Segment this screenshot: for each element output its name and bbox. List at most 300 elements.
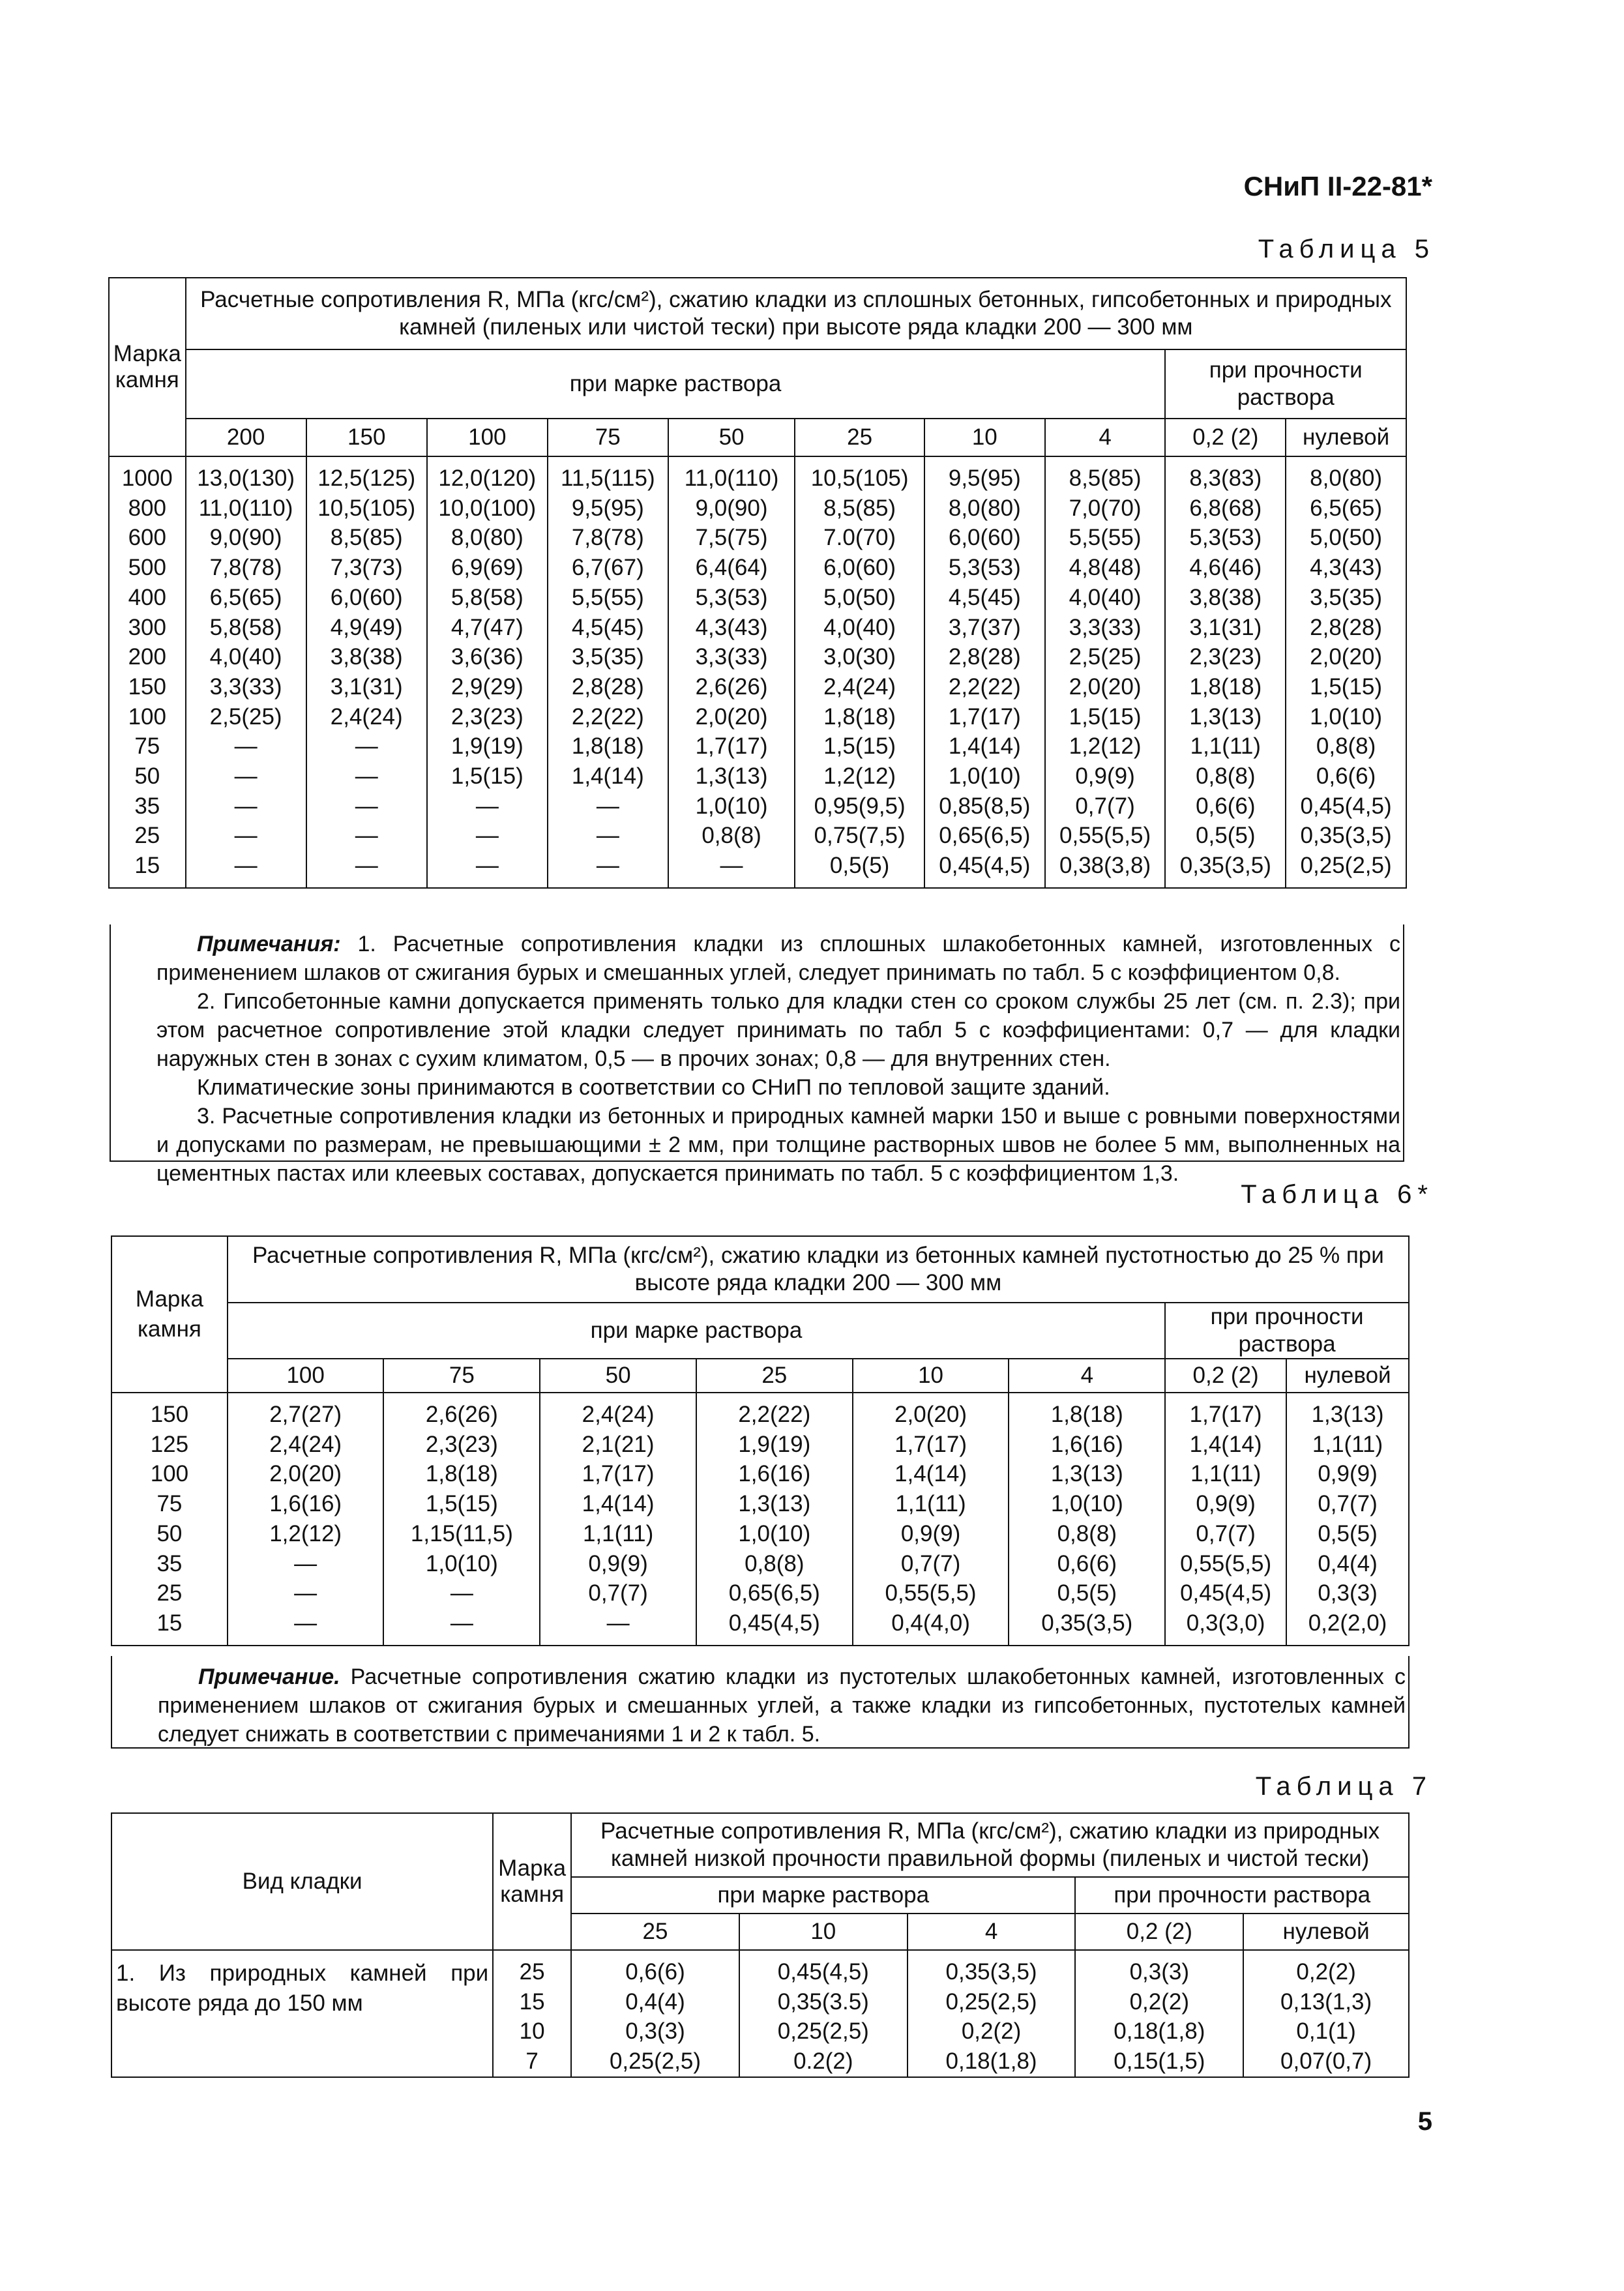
table6-row xyxy=(111,1459,1409,1489)
table5-cell: 11,0(110) xyxy=(668,456,795,494)
table6-cell: 1,1(11) xyxy=(1165,1459,1286,1489)
table5-cell: 3,8(38) xyxy=(1165,583,1286,613)
table6-cell: 0,45(4,5) xyxy=(696,1608,853,1646)
table6-cell: 0,8(8) xyxy=(1009,1519,1165,1549)
table5-cell: 6,0(60) xyxy=(795,553,924,583)
table5-cell: 4,5(45) xyxy=(548,613,668,643)
table5-body xyxy=(109,456,1406,888)
table5-row xyxy=(109,672,1406,702)
table6-cell: 1,2(12) xyxy=(228,1519,384,1549)
table5-row xyxy=(109,523,1406,553)
table7-kind-cell: 1. Из природных камней при высоте ряда до 150 мм xyxy=(111,1950,493,2077)
table7-caption: Таблица 7 xyxy=(1255,1772,1432,1801)
table5-stone-grade: 15 xyxy=(109,851,186,888)
table5-cell: — xyxy=(427,821,548,851)
table5-cell: 5,0(50) xyxy=(795,583,924,613)
table5-row xyxy=(109,553,1406,583)
table5-cell: 6,4(64) xyxy=(668,553,795,583)
table7-cell: 0,2(2) xyxy=(1075,1987,1243,2017)
table5-cell: — xyxy=(427,851,548,888)
table5-note-3: 3. Расчетные сопротивления кладки из бетонных и природных камней марки 150 и выше с ровными поверхностями и допусками по размерам, не превышающими ± 2 мм, при толщине растворных швов не более 5 мм, выполненных на цементных пастах или клеевых составах, допускается принимать по табл. 5 с коэффициентом 1,3. xyxy=(156,1104,1400,1186)
table5-cell: 3,8(38) xyxy=(306,642,427,672)
table5-stub-header: Марка камня xyxy=(109,278,186,456)
table7-cell: 0,35(3,5) xyxy=(908,1950,1076,1987)
table7-cell: 0,18(1,8) xyxy=(908,2047,1076,2077)
table7-stone-grade: 25 xyxy=(493,1950,571,1987)
table5-cell: 12,5(125) xyxy=(306,456,427,494)
table5-col-header: 0,2 (2) xyxy=(1165,419,1286,456)
table5-cell: 8,5(85) xyxy=(795,494,924,524)
table6-row xyxy=(111,1519,1409,1549)
table5-cell: 5,0(50) xyxy=(1310,525,1383,551)
table5-cell: — xyxy=(186,761,306,791)
table6-cell: 2,7(27) xyxy=(228,1393,384,1430)
table5-cell: 4,8(48) xyxy=(1045,553,1166,583)
table5-cell: 2,9(29) xyxy=(427,672,548,702)
table6-cell: 2,0(20) xyxy=(853,1393,1009,1430)
table6-stone-grade: 100 xyxy=(111,1459,228,1489)
table5 xyxy=(108,277,1407,889)
table5-cell: 3,1(31) xyxy=(1165,613,1286,643)
table5-stone-grade: 400 xyxy=(109,583,186,613)
table5-cell: 7,8(78) xyxy=(186,553,306,583)
table6-col-header: 25 xyxy=(696,1359,853,1393)
table7-stone-grade: 7 xyxy=(493,2047,571,2077)
table5-cell: 2,8(28) xyxy=(1310,614,1383,640)
table5-cell: 9,0(90) xyxy=(668,494,795,524)
table5-note-1: 1. Расчетные сопротивления кладки из сплошных шлакобетонных камней, изготовленных с применением шлаков от сжигания бурых и смешанных углей, следует принимать по табл. 5 с коэффициентом 0,8. xyxy=(156,932,1400,985)
table5-col-header: 50 xyxy=(668,419,795,456)
table6-cell: 0,35(3,5) xyxy=(1009,1608,1165,1646)
table5-cell: 1,5(15) xyxy=(1045,702,1166,732)
table7-col-header: нулевой xyxy=(1243,1914,1409,1950)
table6-cell: 1,5(15) xyxy=(383,1489,540,1519)
table5-cell: 1,8(18) xyxy=(548,732,668,761)
table5-cell: 10,0(100) xyxy=(427,494,548,524)
table5-cell: 0,8(8) xyxy=(1316,733,1376,760)
table5-cell: 1,3(13) xyxy=(1165,702,1286,732)
table7-kind-header: Вид кладки xyxy=(111,1813,493,1950)
table7-cell: 0.2(2) xyxy=(739,2047,908,2077)
table5-cell: — xyxy=(306,851,427,888)
table6-col-header: 75 xyxy=(383,1359,540,1393)
table5-cell: — xyxy=(306,732,427,761)
table7-body xyxy=(111,1950,1409,2077)
table5-cell: 5,8(58) xyxy=(427,583,548,613)
table6-cell: 2,1(21) xyxy=(540,1430,696,1460)
table5-col-header: 10 xyxy=(924,419,1045,456)
table6-row xyxy=(111,1549,1409,1579)
table5-cell: 2,4(24) xyxy=(306,702,427,732)
table6-cell: 0,9(9) xyxy=(1318,1461,1378,1487)
table5-row xyxy=(109,821,1406,851)
table5-cell: 0,45(4,5) xyxy=(924,851,1045,888)
table5-cell: 10,5(105) xyxy=(795,456,924,494)
table7-row xyxy=(111,1950,1409,1987)
table6-row xyxy=(111,1578,1409,1608)
table6-cell: 1,7(17) xyxy=(1165,1393,1286,1430)
table5-cell: 11,5(115) xyxy=(548,456,668,494)
table6-cell: 0,55(5,5) xyxy=(1165,1549,1286,1579)
table5-cell: 4,3(43) xyxy=(1310,555,1383,581)
table7-col-header: 10 xyxy=(739,1914,908,1950)
table6-cell: — xyxy=(228,1549,384,1579)
table5-cell: 7,8(78) xyxy=(548,523,668,553)
table5-cell: 0,6(6) xyxy=(1316,763,1376,790)
table5-cell: 3,5(35) xyxy=(1310,584,1383,610)
table6-cell: 0,4(4,0) xyxy=(853,1608,1009,1646)
table5-cell: 10,5(105) xyxy=(306,494,427,524)
table5-cell: 0,55(5,5) xyxy=(1045,821,1166,851)
table7-cell: 0,25(2,5) xyxy=(739,2017,908,2047)
table6-row xyxy=(111,1608,1409,1646)
table6-cell: — xyxy=(383,1578,540,1608)
table6-row xyxy=(111,1393,1409,1430)
table5-cell: — xyxy=(306,761,427,791)
table6-column-headers xyxy=(111,1359,1409,1393)
table5-cell: 2,5(25) xyxy=(1045,642,1166,672)
table6-cell: 2,4(24) xyxy=(540,1393,696,1430)
table6-stub-header: Марка камня xyxy=(111,1236,228,1393)
table5-cell: 9,5(95) xyxy=(548,494,668,524)
table5-row xyxy=(109,732,1406,761)
table5-cell: 3,3(33) xyxy=(668,642,795,672)
table6-cell: 0,7(7) xyxy=(853,1549,1009,1579)
table5-cell: 6,9(69) xyxy=(427,553,548,583)
table5-cell: 5,3(53) xyxy=(1165,523,1286,553)
table6-cell: 1,0(10) xyxy=(1009,1489,1165,1519)
table7-cell: 0,6(6) xyxy=(571,1950,739,1987)
table6-group-strength: при прочности раствора xyxy=(1165,1303,1409,1359)
table7-cell: 0,13(1,3) xyxy=(1280,1988,1372,2015)
table6-col-header: 10 xyxy=(853,1359,1009,1393)
table5-stone-grade: 25 xyxy=(109,821,186,851)
table6 xyxy=(111,1235,1410,1646)
table5-cell: 3,1(31) xyxy=(306,672,427,702)
table5-cell: 1,4(14) xyxy=(548,761,668,791)
table6-cell: 1,7(17) xyxy=(540,1459,696,1489)
table7-col-header: 25 xyxy=(571,1914,739,1950)
table7-col-header: 0,2 (2) xyxy=(1075,1914,1243,1950)
table5-cell: 3,6(36) xyxy=(427,642,548,672)
table5-cell: 2,2(22) xyxy=(548,702,668,732)
table5-stone-grade: 50 xyxy=(109,761,186,791)
table6-cell: 0,2(2,0) xyxy=(1308,1610,1387,1636)
table5-cell: — xyxy=(548,791,668,821)
table5-cell: 6,0(60) xyxy=(306,583,427,613)
table5-row xyxy=(109,494,1406,524)
table7 xyxy=(111,1812,1410,2078)
table5-cell: 2,5(25) xyxy=(186,702,306,732)
table5-cell: 1,0(10) xyxy=(924,761,1045,791)
table6-notes xyxy=(111,1656,1410,1749)
table5-cell: 3,5(35) xyxy=(548,642,668,672)
table6-cell: 1,6(16) xyxy=(1009,1430,1165,1460)
table5-row xyxy=(109,702,1406,732)
table5-cell: — xyxy=(427,791,548,821)
table6-cell: 1,6(16) xyxy=(228,1489,384,1519)
table6-cell: 1,4(14) xyxy=(853,1459,1009,1489)
table7-group-mortar: при марке раствора xyxy=(571,1877,1075,1914)
table5-stone-grade: 200 xyxy=(109,642,186,672)
table5-cell: 4,0(40) xyxy=(795,613,924,643)
table6-cell: 0,5(5) xyxy=(1009,1578,1165,1608)
table5-cell: 8,5(85) xyxy=(306,523,427,553)
table6-cell: 1,1(11) xyxy=(540,1519,696,1549)
table5-cell: 9,0(90) xyxy=(186,523,306,553)
table5-cell: 0,85(8,5) xyxy=(924,791,1045,821)
table5-column-headers xyxy=(109,419,1406,456)
table5-cell: 5,5(55) xyxy=(548,583,668,613)
document-code: СНиП II-22-81* xyxy=(1243,171,1432,201)
table5-row xyxy=(109,642,1406,672)
table5-cell: 1,3(13) xyxy=(668,761,795,791)
table5-cell: 8,5(85) xyxy=(1045,456,1166,494)
table5-cell: 2,4(24) xyxy=(795,672,924,702)
table7-cell: 0,25(2,5) xyxy=(571,2047,739,2077)
table5-cell: 2,2(22) xyxy=(924,672,1045,702)
table6-cell: 1,9(19) xyxy=(696,1430,853,1460)
table7-cell: 0,2(2) xyxy=(1296,1959,1356,1985)
table5-cell: 1,5(15) xyxy=(1310,673,1383,700)
table7-cell: 0,45(4,5) xyxy=(739,1950,908,1987)
table5-row xyxy=(109,583,1406,613)
table5-stone-grade: 800 xyxy=(109,494,186,524)
table5-row xyxy=(109,851,1406,888)
table7-cell: 0,1(1) xyxy=(1296,2018,1356,2045)
table7-cell: 0,4(4) xyxy=(571,1987,739,2017)
table5-note-2: 2. Гипсобетонные камни допускается применять только для кладки стен со сроком службы 25 лет (см. п. 2.3); при этом расчетное сопротивление этой кладки следует принимать по табл 5 с коэффициентами: 0,7 — для кладки наружных стен в зонах с сухим климатом, 0,5 — в прочих зонах; 0,8 — для внутренних стен. xyxy=(156,989,1400,1071)
table5-cell: 1,1(11) xyxy=(1165,732,1286,761)
table5-cell: 0,35(3,5) xyxy=(1165,851,1286,888)
table6-cell: 1,4(14) xyxy=(1165,1430,1286,1460)
table5-group-mortar: при марке раствора xyxy=(186,349,1166,419)
table6-cell: 0,4(4) xyxy=(1318,1550,1378,1576)
table5-cell: 1,0(10) xyxy=(1310,703,1383,730)
table7-group-strength: при прочности раствора xyxy=(1075,1877,1409,1914)
table5-col-header: 150 xyxy=(306,419,427,456)
table5-cell: 1,0(10) xyxy=(668,791,795,821)
table5-row xyxy=(109,791,1406,821)
table5-cell: 5,5(55) xyxy=(1045,523,1166,553)
table5-cell: 0,8(8) xyxy=(668,821,795,851)
table5-cell: 9,5(95) xyxy=(924,456,1045,494)
table5-cell: 2,8(28) xyxy=(924,642,1045,672)
table5-cell: — xyxy=(668,851,795,888)
table6-cell: — xyxy=(383,1608,540,1646)
table5-col-header: 4 xyxy=(1045,419,1166,456)
table5-cell: — xyxy=(186,732,306,761)
table5-cell: — xyxy=(186,791,306,821)
table6-col-header: 4 xyxy=(1009,1359,1165,1393)
table5-cell: 8,0(80) xyxy=(427,523,548,553)
table5-cell: 5,3(53) xyxy=(924,553,1045,583)
table5-cell: 1,4(14) xyxy=(924,732,1045,761)
table5-cell: 8,3(83) xyxy=(1165,456,1286,494)
table6-col-header: 0,2 (2) xyxy=(1165,1359,1286,1393)
table5-cell: 11,0(110) xyxy=(186,494,306,524)
table5-cell: 0,8(8) xyxy=(1165,761,1286,791)
table6-col-header: 100 xyxy=(228,1359,384,1393)
table7-stub-header: Марка камня xyxy=(493,1813,571,1950)
table5-col-header: 25 xyxy=(795,419,924,456)
table7-cell: 0,18(1,8) xyxy=(1075,2017,1243,2047)
table5-cell: 0,35(3,5) xyxy=(1300,823,1392,849)
table5-cell: 1,5(15) xyxy=(427,761,548,791)
table5-cell: 6,7(67) xyxy=(548,553,668,583)
table6-cell: 0,3(3,0) xyxy=(1165,1608,1286,1646)
table5-cell: 1,7(17) xyxy=(924,702,1045,732)
table6-stone-grade: 125 xyxy=(111,1430,228,1460)
page-number: 5 xyxy=(1417,2107,1432,2136)
table5-cell: 8,0(80) xyxy=(924,494,1045,524)
table5-cell: 1,7(17) xyxy=(668,732,795,761)
table6-cell: 0,9(9) xyxy=(1165,1489,1286,1519)
table5-col-header: нулевой xyxy=(1286,419,1406,456)
table5-cell: 3,0(30) xyxy=(795,642,924,672)
table5-cell: 3,3(33) xyxy=(186,672,306,702)
table5-cell: 0,45(4,5) xyxy=(1300,793,1392,819)
table5-cell: — xyxy=(548,851,668,888)
table5-cell: 6,5(65) xyxy=(186,583,306,613)
table5-stone-grade: 75 xyxy=(109,732,186,761)
table5-cell: 3,7(37) xyxy=(924,613,1045,643)
table5-cell: 7.0(70) xyxy=(795,523,924,553)
table5-row xyxy=(109,613,1406,643)
table6-note: Расчетные сопротивления сжатию кладки из пустотелых шлакобетонных камней, изготовленных с применением шлаков от сжигания бурых и смешанных углей, а также кладки из гипсобетонных, пустотелых камней следует снижать в соответствии с примечаниями 1 и 2 к табл. 5. xyxy=(158,1664,1406,1747)
table5-cell: 6,8(68) xyxy=(1165,494,1286,524)
table6-cell: 0,55(5,5) xyxy=(853,1578,1009,1608)
table5-cell: 13,0(130) xyxy=(186,456,306,494)
table6-cell: 2,2(22) xyxy=(696,1393,853,1430)
table5-cell: — xyxy=(186,821,306,851)
table5-cell: 7,0(70) xyxy=(1045,494,1166,524)
table6-col-header: нулевой xyxy=(1286,1359,1409,1393)
table5-cell: 0,38(3,8) xyxy=(1045,851,1166,888)
table5-cell: 8,0(80) xyxy=(1310,466,1383,491)
table5-cell: 2,0(20) xyxy=(668,702,795,732)
table7-cell: 0,3(3) xyxy=(1075,1950,1243,1987)
table5-cell: 4,9(49) xyxy=(306,613,427,643)
table6-row xyxy=(111,1489,1409,1519)
table5-cell: 1,8(18) xyxy=(1165,672,1286,702)
table5-cell: — xyxy=(548,821,668,851)
table5-row xyxy=(109,456,1406,494)
table5-cell: 5,3(53) xyxy=(668,583,795,613)
table5-stone-grade: 35 xyxy=(109,791,186,821)
table6-cell: 0,9(9) xyxy=(853,1519,1009,1549)
table5-cell: 4,0(40) xyxy=(1045,583,1166,613)
table6-stone-grade: 75 xyxy=(111,1489,228,1519)
table5-cell: — xyxy=(306,821,427,851)
table6-cell: — xyxy=(228,1578,384,1608)
table6-cell: 1,15(11,5) xyxy=(383,1519,540,1549)
table7-col-header: 4 xyxy=(908,1914,1076,1950)
table5-cell: 7,5(75) xyxy=(668,523,795,553)
table5-cell: 6,0(60) xyxy=(924,523,1045,553)
table5-cell: 0,65(6,5) xyxy=(924,821,1045,851)
table6-cell: 2,4(24) xyxy=(228,1430,384,1460)
table6-cell: 2,6(26) xyxy=(383,1393,540,1430)
table5-cell: 1,8(18) xyxy=(795,702,924,732)
table5-cell: 0,5(5) xyxy=(1165,821,1286,851)
table5-cell: 2,8(28) xyxy=(548,672,668,702)
table5-stone-grade: 100 xyxy=(109,702,186,732)
table5-stone-grade: 150 xyxy=(109,672,186,702)
table5-cell: 0,25(2,5) xyxy=(1300,853,1392,879)
table5-cell: 2,3(23) xyxy=(427,702,548,732)
table6-cell: 0,3(3) xyxy=(1318,1580,1378,1606)
table5-caption: Таблица 5 xyxy=(1258,235,1435,263)
table6-cell: 0,7(7) xyxy=(1165,1519,1286,1549)
table5-col-header: 200 xyxy=(186,419,306,456)
table6-row xyxy=(111,1430,1409,1460)
table5-cell: 2,0(20) xyxy=(1310,644,1383,670)
table7-cell: 0,15(1,5) xyxy=(1075,2047,1243,2077)
table5-cell: 4,5(45) xyxy=(924,583,1045,613)
table6-stone-grade: 50 xyxy=(111,1519,228,1549)
table6-cell: 0,9(9) xyxy=(540,1549,696,1579)
table7-cell: 0,35(3.5) xyxy=(739,1987,908,2017)
table5-main-header: Расчетные сопротивления R, МПа (кгс/см²), сжатию кладки из сплошных бетонных, гипсобетонных и природных камней (пиленых или чистой тески) при высоте ряда кладки 200 — 300 мм xyxy=(186,278,1406,349)
table6-cell: 1,3(13) xyxy=(1009,1459,1165,1489)
table6-cell: 1,3(13) xyxy=(696,1489,853,1519)
table5-cell: — xyxy=(306,791,427,821)
table6-cell: 0,65(6,5) xyxy=(696,1578,853,1608)
table6-cell: 2,0(20) xyxy=(228,1459,384,1489)
table6-stone-grade: 15 xyxy=(111,1608,228,1646)
table6-caption: Таблица 6* xyxy=(1241,1180,1434,1209)
table5-cell: 2,3(23) xyxy=(1165,642,1286,672)
table7-stone-grade: 10 xyxy=(493,2017,571,2047)
table5-cell: 0,75(7,5) xyxy=(795,821,924,851)
table6-cell: 0,7(7) xyxy=(540,1578,696,1608)
table5-cell: — xyxy=(186,851,306,888)
table5-col-header: 75 xyxy=(548,419,668,456)
table5-cell: 0,6(6) xyxy=(1165,791,1286,821)
table5-cell: 1,2(12) xyxy=(795,761,924,791)
table6-cell: 0,8(8) xyxy=(696,1549,853,1579)
table5-cell: 12,0(120) xyxy=(427,456,548,494)
table5-cell: 7,3(73) xyxy=(306,553,427,583)
table6-cell: 1,7(17) xyxy=(853,1430,1009,1460)
table6-main-header: Расчетные сопротивления R, МПа (кгс/см²), сжатию кладки из бетонных камней пустотностью до 25 % при высоте ряда кладки 200 — 300 мм xyxy=(228,1236,1409,1303)
table7-cell: 0,07(0,7) xyxy=(1280,2048,1372,2075)
table5-cell: 2,0(20) xyxy=(1045,672,1166,702)
table5-cell: 0,95(9,5) xyxy=(795,791,924,821)
table5-cell: 1,2(12) xyxy=(1045,732,1166,761)
table5-cell: 0,5(5) xyxy=(795,851,924,888)
table5-stone-grade: 1000 xyxy=(109,456,186,494)
table6-cell: 1,6(16) xyxy=(696,1459,853,1489)
table6-stone-grade: 35 xyxy=(111,1549,228,1579)
table5-notes xyxy=(110,924,1404,1186)
table6-cell: 0,5(5) xyxy=(1318,1520,1378,1546)
table6-cell: 2,3(23) xyxy=(383,1430,540,1460)
table6-cell: 1,4(14) xyxy=(540,1489,696,1519)
table6-col-header: 50 xyxy=(540,1359,696,1393)
table6-cell: 0,45(4,5) xyxy=(1165,1578,1286,1608)
table5-cell: 4,0(40) xyxy=(186,642,306,672)
table6-cell: 1,8(18) xyxy=(1009,1393,1165,1430)
table5-cell: 1,5(15) xyxy=(795,732,924,761)
table5-group-strength: при прочности раствора xyxy=(1165,349,1406,419)
table6-cell: 1,1(11) xyxy=(1312,1431,1383,1457)
table6-cell: 1,8(18) xyxy=(383,1459,540,1489)
table6-cell: 1,3(13) xyxy=(1311,1402,1384,1427)
table6-cell: — xyxy=(540,1608,696,1646)
table7-cell: 0,2(2) xyxy=(908,2017,1076,2047)
